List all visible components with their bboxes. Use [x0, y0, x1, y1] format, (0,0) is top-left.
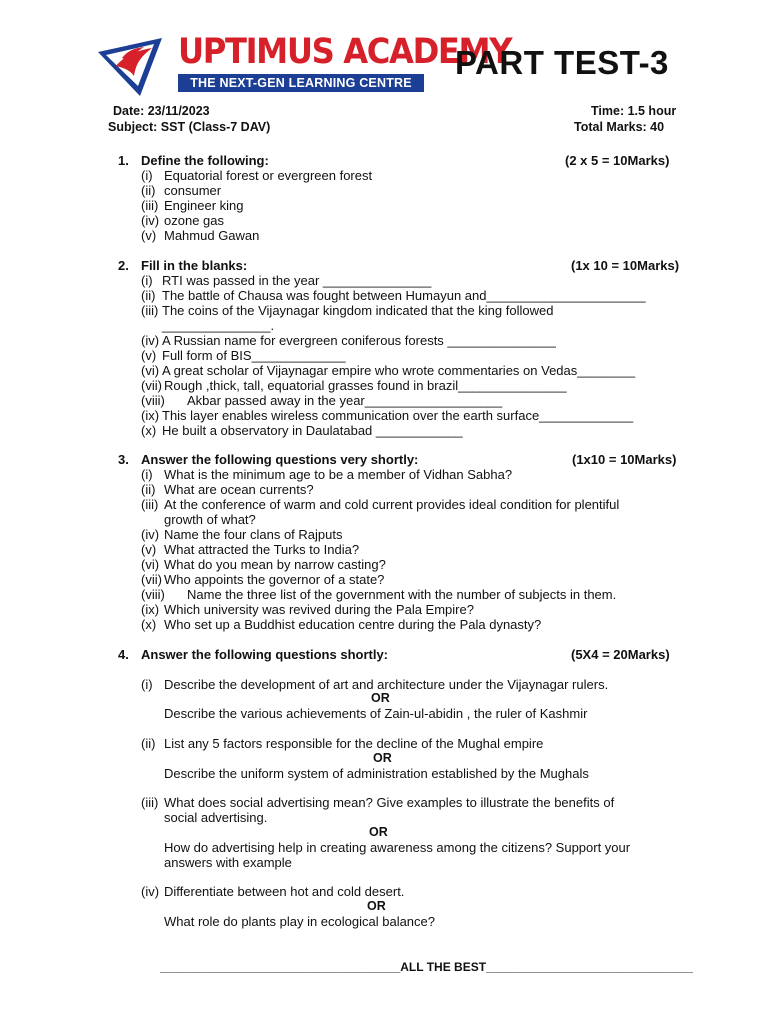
item-numeral: (i) [141, 273, 153, 288]
or-label: OR [369, 825, 388, 839]
question-item-alternative: How do advertising help in creating awareness among the citizens? Support your [164, 840, 631, 855]
item-numeral: (v) [141, 228, 157, 243]
item-numeral: (x) [141, 617, 157, 632]
question-number: 2. [118, 258, 129, 273]
question-item: The battle of Chausa was fought between Humayun and______________________ [162, 288, 646, 303]
item-numeral: (vi) [141, 363, 160, 378]
item-numeral: (viii) [141, 587, 165, 602]
item-numeral: (iii) [141, 303, 159, 318]
question-item: A great scholar of Vijaynagar empire who wrote commentaries on Vedas________ [162, 363, 636, 378]
item-numeral: (iv) [141, 884, 160, 899]
question-item: Describe the development of art and architecture under the Vijaynagar rulers. [164, 677, 609, 692]
item-numeral: (x) [141, 423, 157, 438]
question-item: RTI was passed in the year _______________ [162, 273, 432, 288]
item-numeral: (iv) [141, 213, 160, 228]
question-marks: (5X4 = 20Marks) [571, 647, 670, 662]
item-numeral: (v) [141, 348, 157, 363]
academy-logo-icon [96, 36, 166, 98]
exam-subject: Subject: SST (Class-7 DAV) [108, 120, 271, 134]
question-item: What is the minimum age to be a member of Vidhan Sabha? [164, 467, 513, 482]
exam-total-marks: Total Marks: 40 [574, 120, 665, 134]
item-numeral: (iii) [141, 497, 159, 512]
exam-date: Date: 23/11/2023 [113, 104, 210, 118]
question-item-continuation: answers with example [164, 855, 292, 870]
question-number: 4. [118, 647, 129, 662]
question-item-alternative: Describe the various achievements of Zain-ul-abidin , the ruler of Kashmir [164, 706, 588, 721]
question-item: Equatorial forest or evergreen forest [164, 168, 373, 183]
question-item: Name the three list of the government with the number of subjects in them. [187, 587, 617, 602]
question-item-continuation: social advertising. [164, 810, 268, 825]
question-item: consumer [164, 183, 222, 198]
item-numeral: (iv) [141, 333, 160, 348]
item-numeral: (ii) [141, 288, 156, 303]
question-item: Engineer king [164, 198, 244, 213]
item-numeral: (iii) [141, 198, 159, 213]
question-item: Rough ,thick, tall, equatorial grasses found in brazil_______________ [164, 378, 567, 393]
item-numeral: (iii) [141, 795, 159, 810]
question-marks: (1x10 = 10Marks) [572, 452, 677, 467]
item-numeral: (iv) [141, 527, 160, 542]
item-numeral: (i) [141, 168, 153, 183]
question-heading: Answer the following questions very shortly: [141, 452, 419, 467]
item-numeral: (i) [141, 677, 153, 692]
question-item: ozone gas [164, 213, 224, 228]
question-number: 3. [118, 452, 129, 467]
question-item: This layer enables wireless communication over the earth surface_____________ [162, 408, 634, 423]
item-numeral: (ix) [141, 602, 160, 617]
question-item: Full form of BIS_____________ [162, 348, 346, 363]
test-title: PART TEST-3 [455, 44, 669, 81]
or-label: OR [373, 751, 392, 765]
question-item: Which university was revived during the Pala Empire? [164, 602, 474, 617]
question-heading: Fill in the blanks: [141, 258, 248, 273]
item-numeral: (v) [141, 542, 157, 557]
question-marks: (2 x 5 = 10Marks) [565, 153, 670, 168]
question-item: Akbar passed away in the year___________________ [187, 393, 503, 408]
question-item-alternative: Describe the uniform system of administration established by the Mughals [164, 766, 589, 781]
question-item: List any 5 factors responsible for the decline of the Mughal empire [164, 736, 544, 751]
question-item: At the conference of warm and cold current provides ideal condition for plentiful [164, 497, 620, 512]
question-item: The coins of the Vijaynagar kingdom indicated that the king followed [162, 303, 554, 318]
item-numeral: (ix) [141, 408, 160, 423]
question-item: He built a observatory in Daulatabad ____________ [162, 423, 463, 438]
item-numeral: (ii) [141, 736, 156, 751]
question-item-alternative: What role do plants play in ecological balance? [164, 914, 436, 929]
all-the-best-footer: ____________________________________ALL THE BEST_______________________________ [160, 960, 693, 974]
item-numeral: (ii) [141, 482, 156, 497]
question-marks: (1x 10 = 10Marks) [571, 258, 680, 273]
item-numeral: (i) [141, 467, 153, 482]
question-heading: Answer the following questions shortly: [141, 647, 389, 662]
or-label: OR [371, 691, 390, 705]
brand-tagline: THE NEXT-GEN LEARNING CENTRE [178, 74, 424, 92]
question-heading: Define the following: [141, 153, 269, 168]
item-numeral: (vii) [141, 378, 162, 393]
or-label: OR [367, 899, 386, 913]
question-item: Name the four clans of Rajputs [164, 527, 343, 542]
item-numeral: (ii) [141, 183, 156, 198]
question-item: Who appoints the governor of a state? [164, 572, 385, 587]
question-item: Who set up a Buddhist education centre during the Pala dynasty? [164, 617, 542, 632]
item-numeral: (vi) [141, 557, 160, 572]
question-item-continuation: _______________. [162, 318, 275, 333]
question-item: Mahmud Gawan [164, 228, 260, 243]
item-numeral: (vii) [141, 572, 162, 587]
question-item-continuation: growth of what? [164, 512, 256, 527]
question-item: What attracted the Turks to India? [164, 542, 360, 557]
exam-time: Time: 1.5 hour [591, 104, 677, 118]
question-item: Differentiate between hot and cold desert. [164, 884, 405, 899]
brand-name: UPTIMUS ACADEMY [178, 32, 512, 72]
question-item: What are ocean currents? [164, 482, 314, 497]
question-number: 1. [118, 153, 129, 168]
item-numeral: (viii) [141, 393, 165, 408]
question-item: What do you mean by narrow casting? [164, 557, 386, 572]
question-item: A Russian name for evergreen coniferous forests _______________ [162, 333, 556, 348]
question-item: What does social advertising mean? Give examples to illustrate the benefits of [164, 795, 615, 810]
